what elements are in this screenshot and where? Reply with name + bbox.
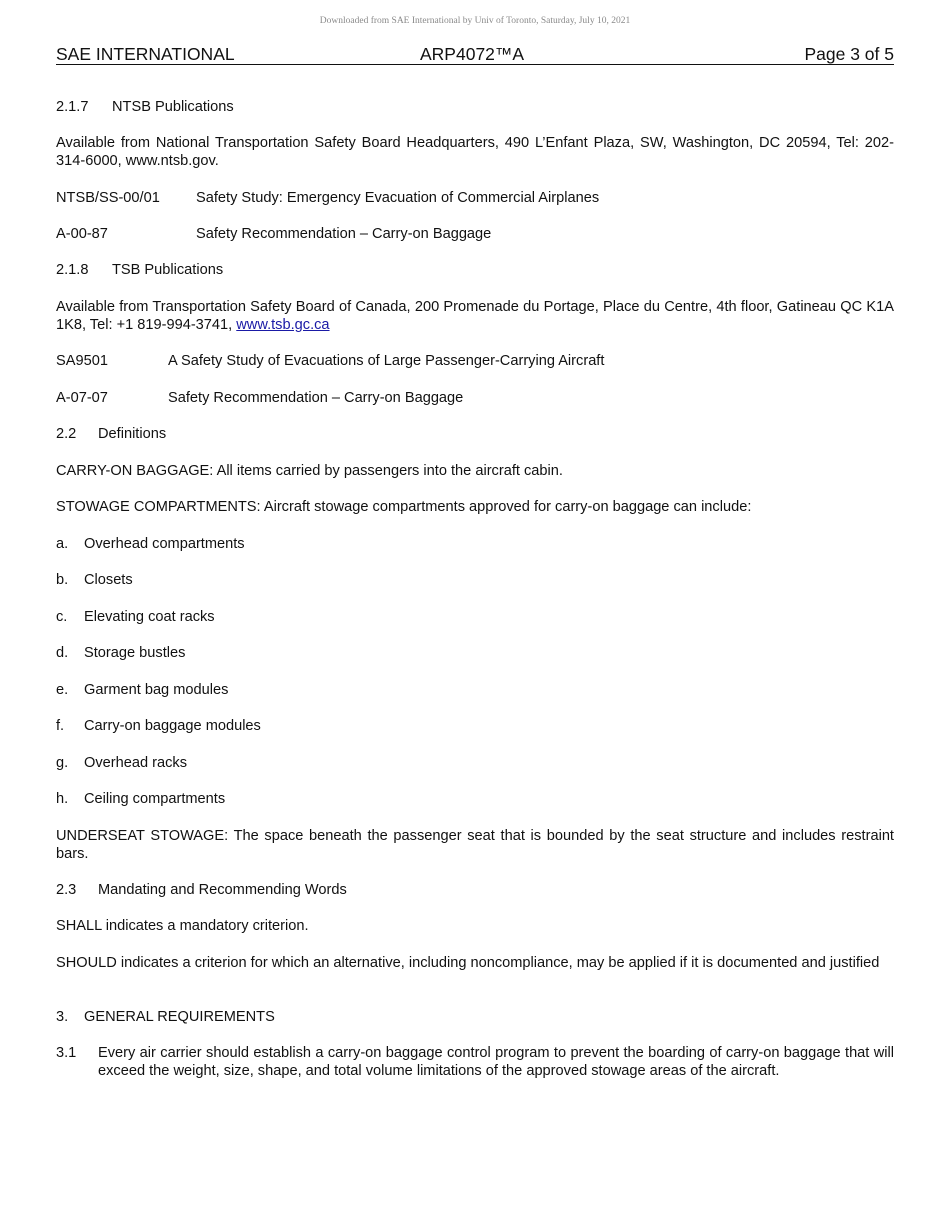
download-notice: Downloaded from SAE International by Univ of Toronto, Saturday, July 10, 2021	[319, 16, 631, 26]
list-text: Garment bag modules	[84, 682, 229, 698]
section-heading-2-3	[56, 881, 894, 899]
list-text: Overhead compartments	[84, 536, 245, 552]
section-number: 2.3	[56, 882, 77, 898]
list-item	[56, 681, 894, 699]
list-text: Ceiling compartments	[84, 791, 226, 807]
requirement-3-1	[56, 1044, 894, 1080]
reference-row	[56, 352, 894, 370]
section-number: 2.1.7	[56, 99, 89, 115]
reference-row	[56, 225, 894, 243]
reference-title: Safety Study: Emergency Evacuation of Commercial Airplanes	[196, 190, 600, 206]
reference-row	[56, 189, 894, 207]
section-heading-3	[56, 1008, 894, 1026]
page-header	[56, 44, 894, 65]
section-title: Definitions	[98, 426, 167, 442]
list-text: Carry-on baggage modules	[84, 718, 261, 734]
list-letter: b.	[56, 572, 69, 588]
list-item	[56, 790, 894, 808]
list-letter: a.	[56, 536, 69, 552]
shall-definition: SHALL indicates a mandatory criterion.	[56, 918, 309, 934]
definition-carry-on: CARRY-ON BAGGAGE: All items carried by passengers into the aircraft cabin.	[56, 463, 563, 479]
list-letter: c.	[56, 609, 68, 625]
reference-title: A Safety Study of Evacuations of Large Passenger-Carrying Aircraft	[168, 353, 605, 369]
requirement-text: Every air carrier should establish a carry-on baggage control program to prevent the boarding of carry-on baggage that will exceed the weight, size, shape, and total volume limitations of the approved stowage areas of the aircraft.	[98, 1045, 894, 1079]
list-item	[56, 644, 894, 662]
reference-title: Safety Recommendation – Carry-on Baggage	[168, 390, 464, 406]
reference-code: SA9501	[56, 353, 108, 369]
tsb-website-link[interactable]: www.tsb.gc.ca	[236, 317, 330, 333]
section-title: TSB Publications	[112, 262, 224, 278]
list-item	[56, 608, 894, 626]
list-text: Storage bustles	[84, 645, 186, 661]
section-heading-2-1-8	[56, 261, 894, 279]
definition-underseat: UNDERSEAT STOWAGE: The space beneath the passenger seat that is bounded by the seat structure and includes restraint bars.	[56, 828, 894, 862]
section-heading-2-2	[56, 425, 894, 443]
section-number: 2.2	[56, 426, 77, 442]
list-letter: d.	[56, 645, 69, 661]
list-item	[56, 571, 894, 589]
section-heading-2-1-7	[56, 98, 894, 116]
header-page-number: Page 3 of 5	[804, 44, 894, 64]
reference-row	[56, 389, 894, 407]
list-text: Overhead racks	[84, 755, 188, 771]
reference-code: NTSB/SS-00/01	[56, 190, 160, 206]
paragraph-ntsb-address: Available from National Transportation Safety Board Headquarters, 490 L’Enfant Plaza, SW, Washington, DC 20594, Tel: 202-314-6000, www.ntsb.gov.	[56, 135, 894, 169]
should-definition: SHOULD indicates a criterion for which an alternative, including noncompliance, may be applied if it is documented and justified	[56, 955, 880, 971]
paragraph-tsb-address	[56, 298, 894, 334]
header-org: SAE INTERNATIONAL	[56, 44, 235, 64]
reference-title: Safety Recommendation – Carry-on Baggage	[196, 226, 492, 242]
section-title: NTSB Publications	[112, 99, 234, 115]
list-item	[56, 717, 894, 735]
reference-code: A-07-07	[56, 390, 108, 406]
list-letter: e.	[56, 682, 69, 698]
list-letter: g.	[56, 755, 69, 771]
reference-code: A-00-87	[56, 226, 108, 242]
definition-stowage: STOWAGE COMPARTMENTS: Aircraft stowage compartments approved for carry-on baggage can include:	[56, 499, 752, 515]
list-letter: h.	[56, 791, 69, 807]
section-title: Mandating and Recommending Words	[98, 882, 347, 898]
list-text: Elevating coat racks	[84, 609, 215, 625]
list-letter: f.	[56, 718, 65, 734]
paragraph-text: Available from Transportation Safety Board of Canada, 200 Promenade du Portage, Place du Centre, 4th floor, Gatineau QC K1A 1K8, Tel: +1 819-994-3741,	[56, 299, 894, 333]
list-text: Closets	[84, 572, 133, 588]
list-item	[56, 754, 894, 772]
section-number: 3.	[56, 1009, 69, 1025]
header-doc-id: ARP4072™A	[420, 44, 525, 64]
section-number: 2.1.8	[56, 262, 89, 278]
list-item	[56, 535, 894, 553]
section-title: GENERAL REQUIREMENTS	[84, 1009, 275, 1025]
requirement-number: 3.1	[56, 1045, 77, 1061]
